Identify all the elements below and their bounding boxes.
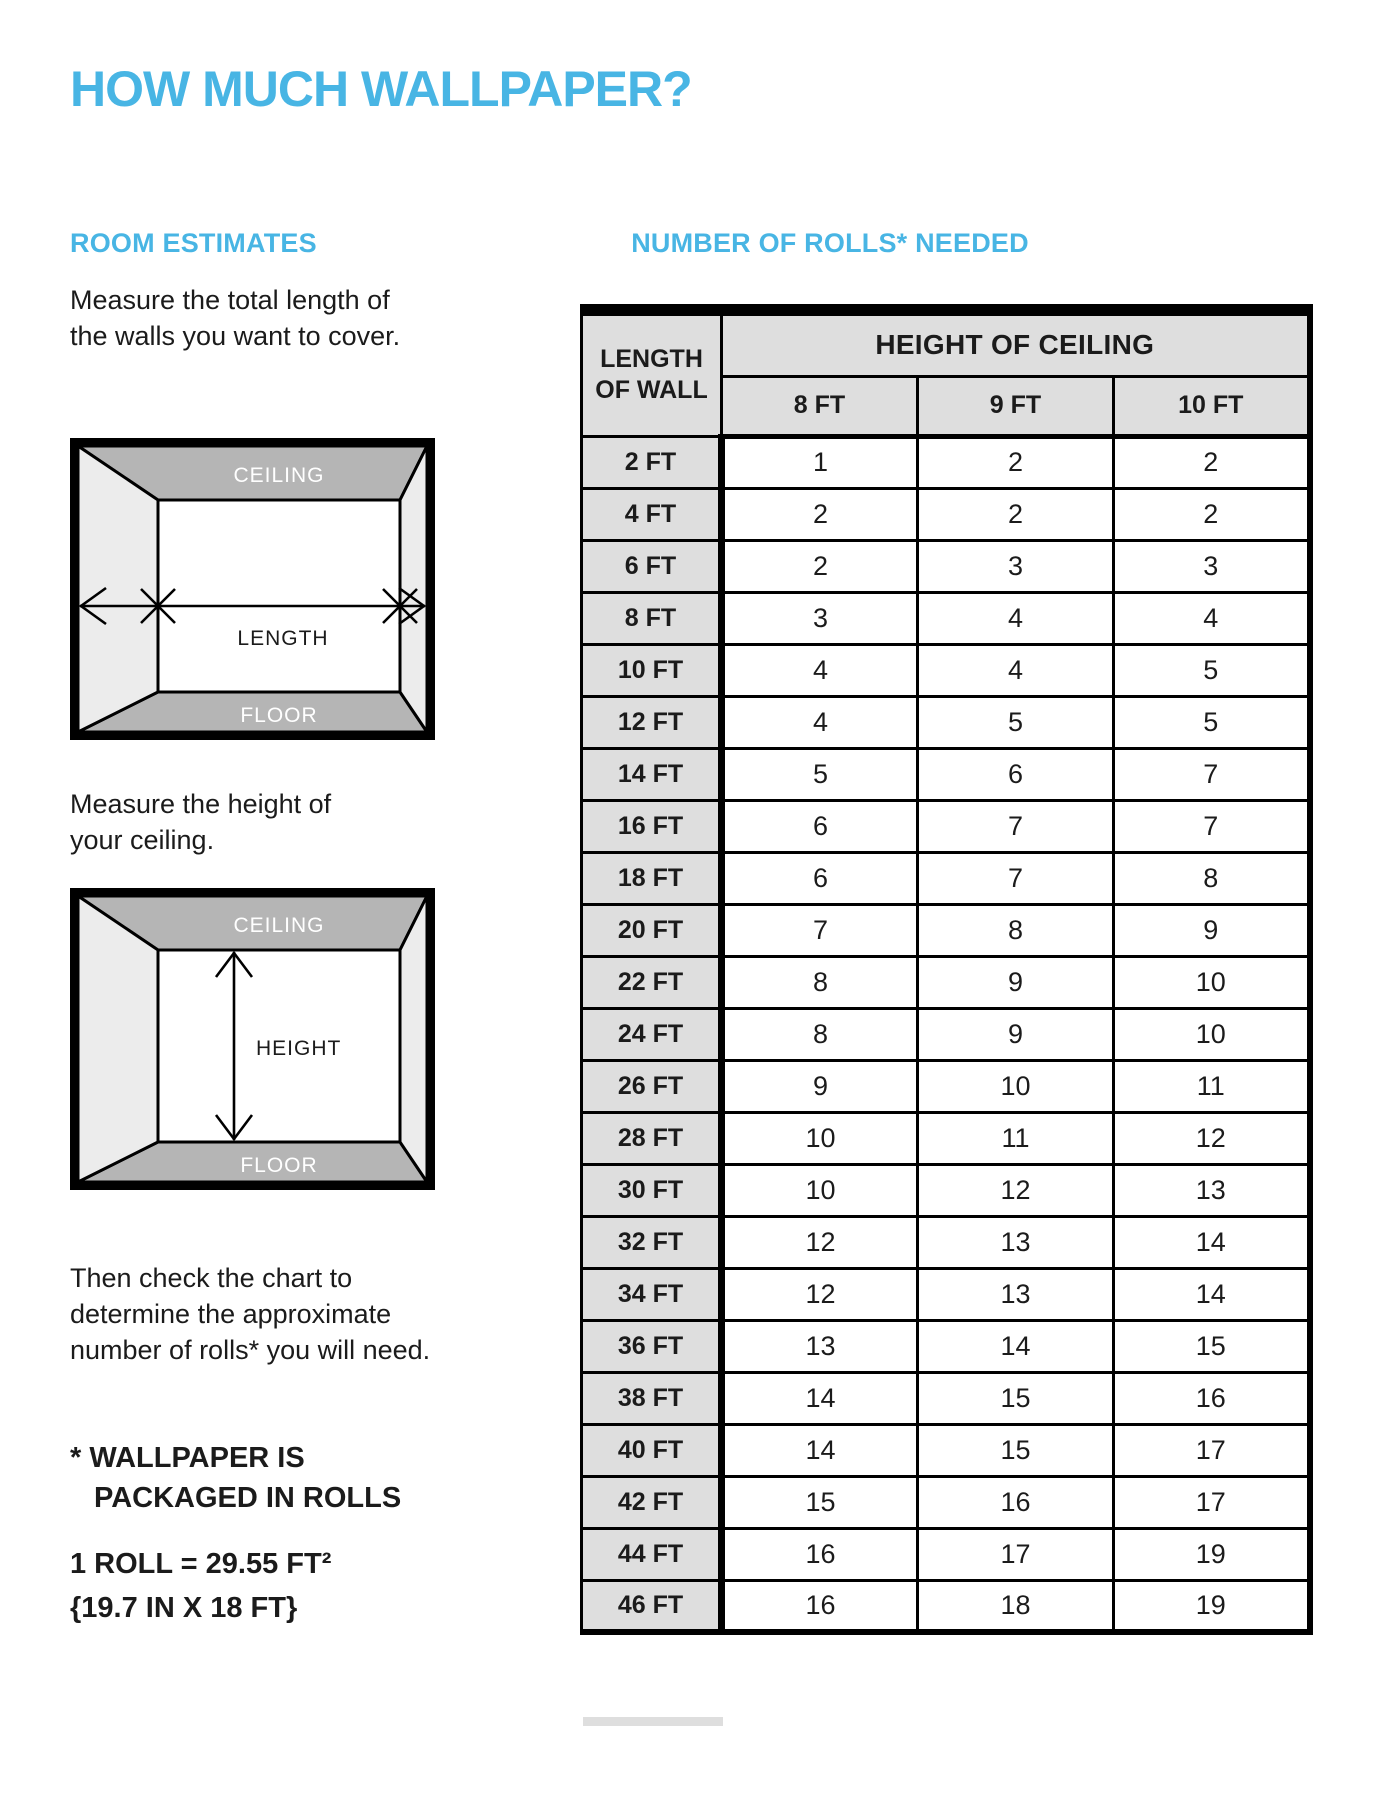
rolls-9ft-cell: 2	[918, 436, 1114, 488]
rolls-9ft-cell: 4	[918, 644, 1114, 696]
wall-length-cell: 4 FT	[582, 488, 722, 540]
rolls-8ft-cell: 16	[722, 1528, 918, 1580]
rolls-8ft-cell: 6	[722, 852, 918, 904]
wall-length-cell: 32 FT	[582, 1216, 722, 1268]
rolls-8ft-cell: 5	[722, 748, 918, 800]
wall-length-cell: 2 FT	[582, 436, 722, 488]
page-title: HOW MUCH WALLPAPER?	[70, 61, 692, 117]
rolls-9ft-cell: 15	[918, 1424, 1114, 1476]
table-row	[582, 488, 1310, 540]
table-row	[582, 696, 1310, 748]
table-row	[582, 956, 1310, 1008]
rolls-9ft-cell: 9	[918, 956, 1114, 1008]
rolls-8ft-cell: 12	[722, 1268, 918, 1320]
length-of-wall-line2: OF WALL	[595, 376, 708, 405]
rolls-8ft-cell: 2	[722, 488, 918, 540]
rolls-8ft-cell: 10	[722, 1112, 918, 1164]
height-label: HEIGHT	[256, 1037, 342, 1060]
rolls-9ft-cell: 11	[918, 1112, 1114, 1164]
step1-instruction	[70, 282, 400, 354]
rolls-8ft-cell: 10	[722, 1164, 918, 1216]
rolls-8ft-cell: 15	[722, 1476, 918, 1528]
table-row	[582, 800, 1310, 852]
rolls-8ft-cell: 13	[722, 1320, 918, 1372]
col-header-8ft: 8 FT	[722, 376, 918, 436]
rolls-10ft-cell: 17	[1114, 1476, 1310, 1528]
step3-line1: Then check the chart to	[70, 1263, 353, 1293]
rolls-8ft-cell: 2	[722, 540, 918, 592]
ceiling-height-diagram	[70, 888, 435, 1190]
rolls-footnote	[70, 1438, 401, 1518]
rolls-8ft-cell: 14	[722, 1424, 918, 1476]
rolls-9ft-cell: 3	[918, 540, 1114, 592]
rolls-10ft-cell: 10	[1114, 1008, 1310, 1060]
rolls-8ft-cell: 6	[722, 800, 918, 852]
wall-length-cell: 22 FT	[582, 956, 722, 1008]
wall-length-cell: 28 FT	[582, 1112, 722, 1164]
ceiling-label: CEILING	[233, 464, 325, 487]
rolls-table-heading: NUMBER OF ROLLS* NEEDED	[631, 228, 1029, 258]
rolls-10ft-cell: 5	[1114, 644, 1310, 696]
rolls-10ft-cell: 19	[1114, 1580, 1310, 1632]
rolls-10ft-cell: 7	[1114, 800, 1310, 852]
col-header-9ft: 9 FT	[918, 376, 1114, 436]
step3-instruction	[70, 1260, 430, 1368]
rolls-10ft-cell: 11	[1114, 1060, 1310, 1112]
table-row	[582, 1268, 1310, 1320]
wall-length-cell: 46 FT	[582, 1580, 722, 1632]
table-row	[582, 436, 1310, 488]
wall-length-cell: 36 FT	[582, 1320, 722, 1372]
rolls-10ft-cell: 2	[1114, 436, 1310, 488]
step3-line2: determine the approximate	[70, 1299, 392, 1329]
step3-line3: number of rolls* you will need.	[70, 1335, 431, 1365]
wall-length-cell: 16 FT	[582, 800, 722, 852]
wall-length-cell: 10 FT	[582, 644, 722, 696]
wall-length-cell: 40 FT	[582, 1424, 722, 1476]
wall-length-cell: 30 FT	[582, 1164, 722, 1216]
wall-length-cell: 44 FT	[582, 1528, 722, 1580]
floor-label: FLOOR	[240, 1154, 318, 1177]
roll-size-line2: {19.7 IN X 18 FT}	[70, 1592, 298, 1624]
table-row	[582, 1372, 1310, 1424]
rolls-10ft-cell: 8	[1114, 852, 1310, 904]
rolls-10ft-cell: 3	[1114, 540, 1310, 592]
rolls-8ft-cell: 4	[722, 696, 918, 748]
rolls-10ft-cell: 4	[1114, 592, 1310, 644]
rolls-10ft-cell: 10	[1114, 956, 1310, 1008]
table-row	[582, 1164, 1310, 1216]
table-row	[582, 852, 1310, 904]
wall-length-cell: 34 FT	[582, 1268, 722, 1320]
wall-length-cell: 14 FT	[582, 748, 722, 800]
rolls-9ft-cell: 17	[918, 1528, 1114, 1580]
rolls-table-container	[580, 304, 1313, 1635]
rolls-9ft-cell: 13	[918, 1268, 1114, 1320]
rolls-8ft-cell: 1	[722, 436, 918, 488]
wall-length-cell: 8 FT	[582, 592, 722, 644]
wall-length-cell: 24 FT	[582, 1008, 722, 1060]
wall-length-cell: 42 FT	[582, 1476, 722, 1528]
rolls-8ft-cell: 3	[722, 592, 918, 644]
rolls-10ft-cell: 2	[1114, 488, 1310, 540]
step1-line2: the walls you want to cover.	[70, 321, 401, 351]
rolls-10ft-cell: 19	[1114, 1528, 1310, 1580]
right-wall	[400, 896, 427, 1182]
table-row	[582, 1112, 1310, 1164]
rolls-10ft-cell: 14	[1114, 1216, 1310, 1268]
wall-length-cell: 12 FT	[582, 696, 722, 748]
table-row	[582, 1424, 1310, 1476]
table-row	[582, 540, 1310, 592]
wall-length-cell: 18 FT	[582, 852, 722, 904]
ceiling-label: CEILING	[233, 914, 325, 937]
rolls-10ft-cell: 14	[1114, 1268, 1310, 1320]
rolls-9ft-cell: 10	[918, 1060, 1114, 1112]
table-row	[582, 904, 1310, 956]
wall-length-cell: 38 FT	[582, 1372, 722, 1424]
rolls-10ft-cell: 9	[1114, 904, 1310, 956]
rolls-9ft-cell: 16	[918, 1476, 1114, 1528]
step2-line1: Measure the height of	[70, 789, 332, 819]
rolls-8ft-cell: 16	[722, 1580, 918, 1632]
height-of-ceiling-header: HEIGHT OF CEILING	[722, 310, 1310, 376]
floor-label: FLOOR	[240, 704, 318, 727]
rolls-9ft-cell: 2	[918, 488, 1114, 540]
table-row	[582, 1008, 1310, 1060]
table-row	[582, 1320, 1310, 1372]
step1-line1: Measure the total length of	[70, 285, 390, 315]
rolls-9ft-cell: 13	[918, 1216, 1114, 1268]
rolls-10ft-cell: 7	[1114, 748, 1310, 800]
rolls-8ft-cell: 14	[722, 1372, 918, 1424]
rolls-10ft-cell: 5	[1114, 696, 1310, 748]
room-estimates-heading: ROOM ESTIMATES	[70, 228, 317, 258]
right-wall	[400, 446, 427, 732]
table-row	[582, 748, 1310, 800]
rolls-8ft-cell: 8	[722, 956, 918, 1008]
rolls-9ft-cell: 8	[918, 904, 1114, 956]
rolls-9ft-cell: 7	[918, 800, 1114, 852]
step2-instruction	[70, 786, 331, 858]
rolls-8ft-cell: 9	[722, 1060, 918, 1112]
room-length-diagram	[70, 438, 435, 740]
rolls-9ft-cell: 4	[918, 592, 1114, 644]
wall-length-cell: 6 FT	[582, 540, 722, 592]
rolls-9ft-cell: 5	[918, 696, 1114, 748]
rolls-9ft-cell: 6	[918, 748, 1114, 800]
roll-size-info	[70, 1542, 331, 1630]
table-row	[582, 644, 1310, 696]
wall-length-cell: 26 FT	[582, 1060, 722, 1112]
rolls-10ft-cell: 13	[1114, 1164, 1310, 1216]
rolls-9ft-cell: 18	[918, 1580, 1114, 1632]
step2-line2: your ceiling.	[70, 825, 215, 855]
rolls-10ft-cell: 12	[1114, 1112, 1310, 1164]
rolls-8ft-cell: 7	[722, 904, 918, 956]
rolls-10ft-cell: 17	[1114, 1424, 1310, 1476]
footnote-line1: * WALLPAPER IS	[70, 1442, 305, 1474]
rolls-10ft-cell: 16	[1114, 1372, 1310, 1424]
table-row	[582, 592, 1310, 644]
rolls-needed-table	[580, 304, 1313, 1635]
roll-size-line1: 1 ROLL = 29.55 FT²	[70, 1548, 332, 1580]
table-row	[582, 1580, 1310, 1632]
rolls-8ft-cell: 8	[722, 1008, 918, 1060]
back-wall	[158, 500, 400, 692]
length-label: LENGTH	[237, 627, 329, 650]
rolls-9ft-cell: 9	[918, 1008, 1114, 1060]
table-bottom-shadow	[583, 1717, 723, 1726]
footnote-line2: PACKAGED IN ROLLS	[94, 1482, 402, 1514]
rolls-9ft-cell: 7	[918, 852, 1114, 904]
table-row	[582, 1528, 1310, 1580]
table-row	[582, 1216, 1310, 1268]
length-of-wall-header	[582, 310, 722, 436]
length-of-wall-line1: LENGTH	[600, 345, 703, 374]
rolls-9ft-cell: 14	[918, 1320, 1114, 1372]
wall-length-cell: 20 FT	[582, 904, 722, 956]
col-header-10ft: 10 FT	[1114, 376, 1310, 436]
rolls-8ft-cell: 4	[722, 644, 918, 696]
rolls-9ft-cell: 15	[918, 1372, 1114, 1424]
rolls-8ft-cell: 12	[722, 1216, 918, 1268]
rolls-10ft-cell: 15	[1114, 1320, 1310, 1372]
rolls-9ft-cell: 12	[918, 1164, 1114, 1216]
table-row	[582, 1476, 1310, 1528]
table-row	[582, 1060, 1310, 1112]
